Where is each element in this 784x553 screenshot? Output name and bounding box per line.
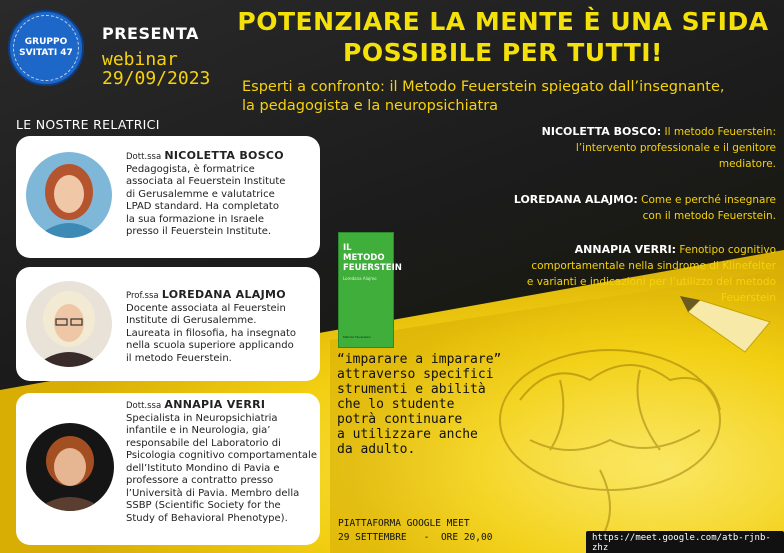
title-line2: POSSIBILE PER TUTTI! (343, 38, 663, 67)
title-verri: Dott.ssa (126, 401, 162, 411)
talk-line: e varianti e indicazioni per l’utilizzo del metodo (526, 276, 776, 288)
quote-line: da adulto. (337, 442, 416, 457)
bio-verri (126, 399, 318, 525)
method-quote (337, 352, 502, 457)
book-footer: Metodo Feuerstein (343, 335, 371, 339)
bio-line: il metodo Feuerstein. (126, 352, 232, 364)
bio-line: nella scuola superiore applicando (126, 340, 294, 351)
title-bosco: Dott.ssa (126, 152, 162, 162)
talk-alajmo (356, 192, 776, 224)
bio-alajmo (126, 289, 316, 365)
avatar-alajmo (26, 281, 112, 367)
bio-line: responsabile del Laboratorio di (126, 437, 281, 449)
avatar-bosco (26, 152, 112, 238)
title-alajmo: Prof.ssa (126, 291, 159, 301)
logo-line1: GRUPPO (24, 37, 68, 47)
presenta-label: PRESENTA (102, 24, 199, 43)
webinar-label: webinar (102, 49, 178, 70)
talk-line: mediatore. (718, 158, 776, 170)
webinar-block (102, 50, 210, 88)
event-info (338, 517, 492, 545)
bio-line: Study of Behavioral Phenotype). (126, 512, 288, 524)
book-title-line1: IL METODO (343, 243, 385, 263)
quote-line: a utilizzare anche (337, 427, 478, 442)
bio-line: la sua formazione in Israele (126, 213, 264, 225)
bio-line: di Gerusalemme e valutatrice (126, 188, 275, 200)
speaker-card-verri (16, 393, 320, 545)
talk-line: con il metodo Feuerstein. (642, 210, 776, 222)
webinar-date: 29/09/2023 (102, 68, 211, 89)
talk-line: Feuerstein (721, 292, 776, 304)
speaker-card-alajmo (16, 267, 320, 381)
bio-line: professore a contratto presso (126, 475, 274, 486)
quote-line: che lo studente (337, 397, 455, 412)
bio-line: Psicologia cognitivo comportamentale (126, 450, 317, 461)
book-title-line2: FEUERSTEIN (343, 263, 402, 273)
quote-line: “imparare a imparare” (337, 352, 502, 367)
subtitle (242, 78, 782, 116)
speaker-card-bosco (16, 136, 320, 258)
subtitle-line1: Esperti a confronto: il Metodo Feuerstein spiegato dall’insegnante, (242, 79, 725, 95)
name-alajmo: LOREDANA ALAJMO (161, 288, 286, 301)
page-title (222, 6, 784, 68)
talk-speaker: ANNAPIA VERRI: (574, 243, 677, 256)
name-bosco: NICOLETTA BOSCO (164, 149, 284, 162)
event-platform: PIATTAFORMA GOOGLE MEET (338, 518, 470, 529)
speakers-heading: LE NOSTRE RELATRICI (16, 117, 160, 132)
bio-line: dell’Istituto Mondino di Pavia e (126, 462, 280, 474)
logo-line2: SVITATI 47 (19, 48, 73, 58)
bio-line: presso il Feuerstein Institute. (126, 226, 272, 237)
group-logo (8, 10, 84, 86)
quote-line: potrà continuare (337, 412, 463, 427)
subtitle-line2: la pedagogista e la neuropsichiatra (242, 98, 499, 114)
bio-line: SSBP (Scientific Society for the (126, 500, 281, 511)
talk-line: l’intervento professionale e il genitore (575, 142, 776, 154)
talk-speaker: NICOLETTA BOSCO: (541, 125, 662, 138)
title-line1: POTENZIARE LA MENTE È UNA SFIDA (237, 7, 769, 36)
meet-link[interactable]: https://meet.google.com/atb-rjnb-zhz (586, 531, 784, 553)
bio-line: Laureata in filosofia, ha insegnato (126, 327, 297, 339)
quote-line: strumenti e abilità (337, 382, 486, 397)
quote-line: attraverso specifici (337, 367, 494, 382)
avatar-verri (26, 423, 114, 511)
bio-line: l’Università di Pavia. Membro della (126, 487, 300, 499)
talk-line: Fenotipo cognitivo (679, 244, 776, 256)
talk-line: Il metodo Feuerstein: (664, 126, 776, 138)
bio-line: Specialista in Neuropsichiatria (126, 412, 278, 424)
bio-line: Docente associata al Feuerstein (126, 302, 286, 314)
talk-line: Come e perché insegnare (641, 194, 776, 206)
bio-line: associata al Feuerstein Institute (126, 176, 286, 187)
talk-speaker: LOREDANA ALAJMO: (513, 193, 638, 206)
name-verri: ANNAPIA VERRI (164, 398, 266, 411)
bio-line: LPAD standard. Ha completato (126, 201, 279, 212)
bio-line: Institute di Gerusalemme. (126, 315, 257, 326)
bio-bosco (126, 150, 316, 239)
bio-line: infantile e in Neurologia, gia’ (126, 425, 271, 436)
talk-bosco (356, 124, 776, 172)
bio-line: Pedagogista, è formatrice (126, 163, 255, 175)
talk-verri (336, 242, 776, 306)
event-date-time: 29 SETTEMBRE - ORE 20,00 (338, 532, 493, 543)
talk-line: comportamentale nella sindrome di Klinefelter (531, 260, 776, 272)
book-author: Loredana Alajmo (343, 276, 377, 281)
book-cover (338, 232, 402, 348)
